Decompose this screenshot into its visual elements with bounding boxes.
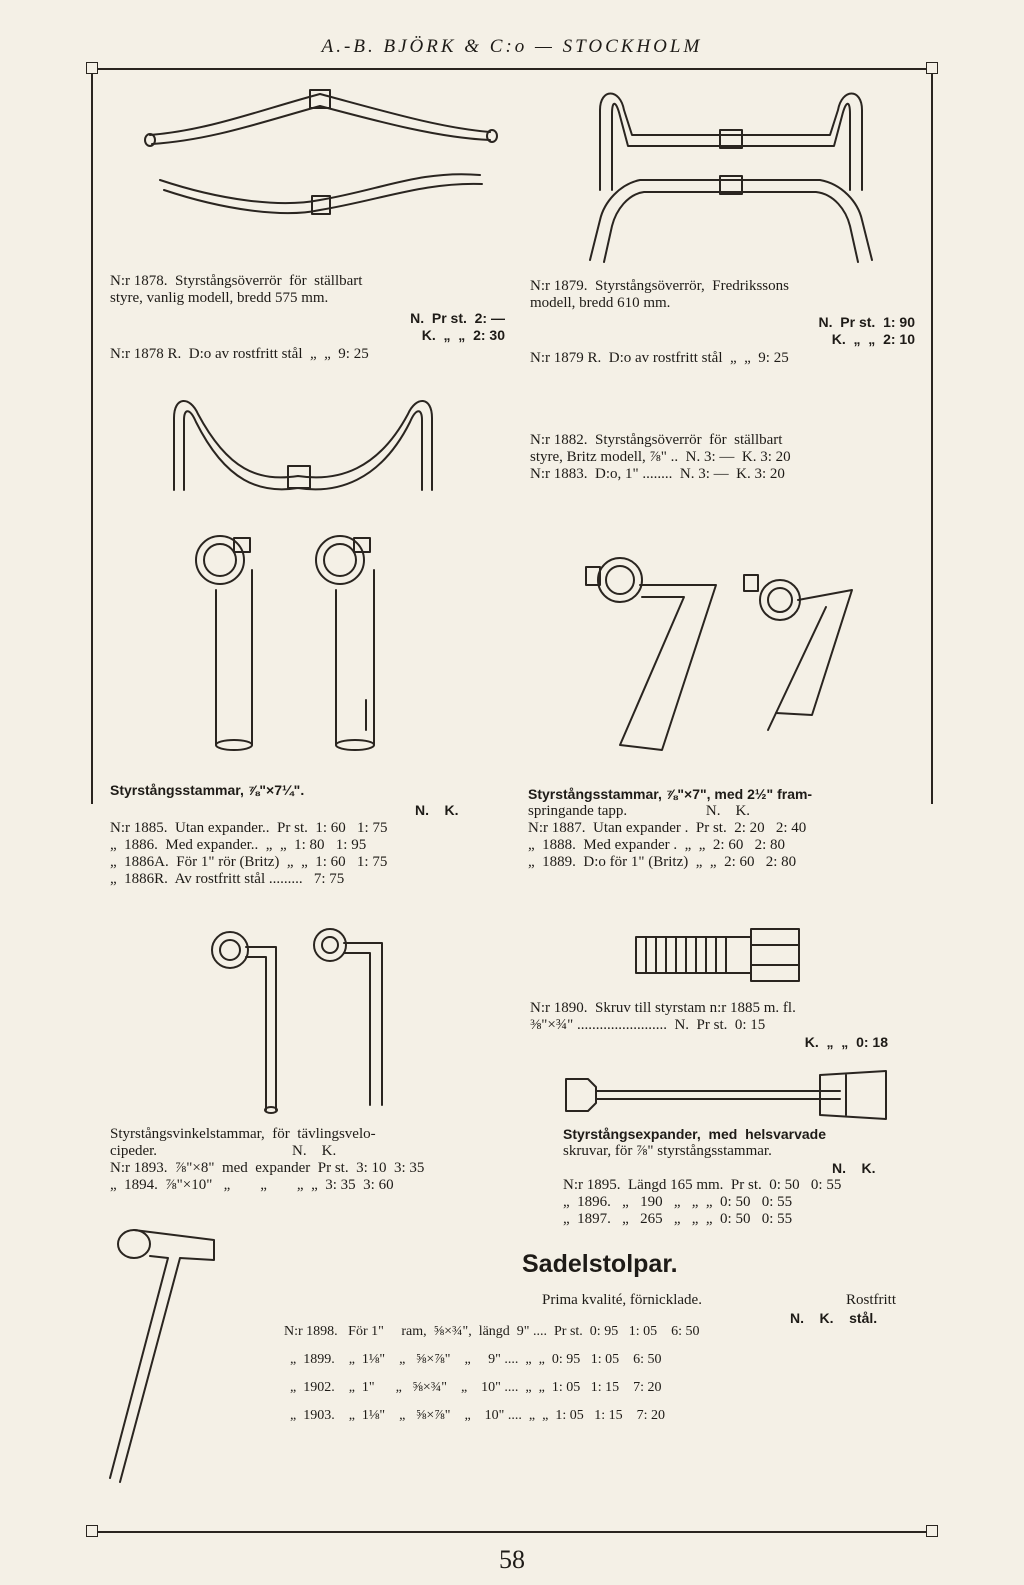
item-1878-price-n: N. Pr st. 2: — bbox=[410, 310, 505, 326]
item-1897-row: „ 1897. „ 265 „ „ „ 0: 50 0: 55 bbox=[563, 1211, 793, 1227]
item-1886r-row: „ 1886R. Av rostfritt stål ......... 7: 75 bbox=[110, 871, 345, 887]
item-1883-line: N:r 1883. D:o, 1" ........ N. 3: — K. 3: 20 bbox=[530, 466, 785, 482]
corner-ornament-tl bbox=[86, 62, 98, 74]
seat-post-illustration bbox=[110, 1220, 240, 1490]
item-1890-line2: ⅜"×¾" ........................ N. Pr st. 0: 15 bbox=[530, 1017, 766, 1033]
item-1885-col-headers: N. K. bbox=[415, 802, 459, 818]
sadelstolpar-rostfritt-header: Rostfritt bbox=[846, 1292, 897, 1308]
stem-1887-illustration bbox=[580, 545, 870, 755]
item-1878-price-k: K. „ „ 2: 30 bbox=[421, 327, 505, 343]
item-1879-line1: N:r 1879. Styrstångsöverrör, Fredrikssons bbox=[530, 278, 789, 294]
sadelstolpar-heading: Sadelstolpar. bbox=[522, 1250, 678, 1278]
corner-ornament-tr bbox=[926, 62, 938, 74]
item-1895-col-headers: N. K. bbox=[832, 1160, 876, 1176]
item-1879-price-k: K. „ „ 2: 10 bbox=[831, 331, 915, 347]
corner-ornament-bl bbox=[86, 1525, 98, 1537]
item-1886-row: „ 1886. Med expander.. „ „ 1: 80 1: 95 bbox=[110, 837, 367, 853]
item-1893-row: N:r 1893. ⅞"×8" med expander Pr st. 3: 10 3: 35 bbox=[110, 1160, 425, 1176]
stem-1885-illustration bbox=[190, 530, 400, 760]
item-1893-line2: cipeder. N. K. bbox=[110, 1143, 337, 1159]
item-1882-line2: styre, Britz modell, ⅞" .. N. 3: — K. 3: 20 bbox=[530, 449, 791, 465]
sadelstolpar-subtitle: Prima kvalité, förnicklade. bbox=[542, 1292, 702, 1308]
item-1894-row: „ 1894. ⅞"×10" „ „ „ „ 3: 35 3: 60 bbox=[110, 1177, 394, 1193]
item-1879-price-n: N. Pr st. 1: 90 bbox=[818, 314, 915, 330]
item-1878-line1: N:r 1878. Styrstångsöverrör för ställbart bbox=[110, 273, 363, 289]
item-1887-title: Styrstångsstammar, ⅞"×7", med 2½" fram- bbox=[528, 786, 813, 802]
item-1887-line2: springande tapp. N. K. bbox=[528, 803, 751, 819]
page-number: 58 bbox=[499, 1545, 525, 1574]
right-rule bbox=[931, 74, 933, 804]
item-1885-title: Styrstångsstammar, ⅞"×7¼". bbox=[110, 782, 305, 798]
item-1895-title: Styrstångsexpander, med helsvarvade bbox=[563, 1126, 827, 1142]
top-rule bbox=[92, 68, 932, 70]
item-1885-row: N:r 1885. Utan expander.. Pr st. 1: 60 1: 75 bbox=[110, 820, 388, 836]
angle-stem-1893-illustration bbox=[200, 925, 410, 1125]
sadelstolpar-row-1898: N:r 1898. För 1" ram, ⅝×¾", längd 9" .... Pr st. 0: 95 1: 05 6: 50 bbox=[284, 1324, 700, 1339]
item-1888-row: „ 1888. Med expander . „ „ 2: 60 2: 80 bbox=[528, 837, 786, 853]
expander-1895-illustration bbox=[560, 1065, 900, 1125]
item-1887-row: N:r 1887. Utan expander . Pr st. 2: 20 2: 40 bbox=[528, 820, 807, 836]
item-1893-title: Styrstångsvinkelstammar, för tävlingsvelo- bbox=[110, 1126, 376, 1142]
item-1879-line5: N:r 1879 R. D:o av rostfritt stål „ „ 9: 25 bbox=[530, 350, 789, 366]
sadelstolpar-row-1902: „ 1902. „ 1" „ ⅝×¾" „ 10" .... „ „ 1: 05 1: 15 7: 20 bbox=[290, 1380, 662, 1395]
item-1895-row: N:r 1895. Längd 165 mm. Pr st. 0: 50 0: 55 bbox=[563, 1177, 842, 1193]
left-rule bbox=[91, 74, 93, 804]
sadelstolpar-row-1899: „ 1899. „ 1⅛" „ ⅝×⅞" „ 9" .... „ „ 0: 95 1: 05 6: 50 bbox=[290, 1352, 662, 1367]
item-1879-line2: modell, bredd 610 mm. bbox=[530, 295, 671, 311]
handlebar-1878-illustration bbox=[140, 80, 510, 230]
item-1895-line2: skruvar, för ⅞" styrstångsstammar. bbox=[563, 1143, 772, 1159]
item-1886a-row: „ 1886A. För 1" rör (Britz) „ „ 1: 60 1: 75 bbox=[110, 854, 388, 870]
item-1882-line1: N:r 1882. Styrstångsöverrör för ställbart bbox=[530, 432, 783, 448]
item-1890-line1: N:r 1890. Skruv till styrstam n:r 1885 m. fl. bbox=[530, 1000, 796, 1016]
screw-1890-illustration bbox=[630, 925, 805, 990]
sadelstolpar-row-1903: „ 1903. „ 1⅛" „ ⅝×⅞" „ 10" .... „ „ 1: 05 1: 15 7: 20 bbox=[290, 1408, 665, 1423]
page-header: A.-B. BJÖRK & C:o — STOCKHOLM bbox=[321, 36, 703, 57]
handlebar-1879-illustration bbox=[580, 80, 900, 270]
item-1896-row: „ 1896. „ 190 „ „ „ 0: 50 0: 55 bbox=[563, 1194, 793, 1210]
item-1878-line2: styre, vanlig modell, bredd 575 mm. bbox=[110, 290, 329, 306]
sadelstolpar-col-headers: N. K. stål. bbox=[790, 1310, 878, 1326]
item-1889-row: „ 1889. D:o för 1" (Britz) „ „ 2: 60 2: 80 bbox=[528, 854, 797, 870]
item-1878-line5: N:r 1878 R. D:o av rostfritt stål „ „ 9: 25 bbox=[110, 346, 369, 362]
bottom-rule bbox=[92, 1531, 932, 1533]
corner-ornament-br bbox=[926, 1525, 938, 1537]
handlebar-1882-illustration bbox=[168, 390, 438, 500]
item-1890-price-k: K. „ „ 0: 18 bbox=[804, 1034, 888, 1050]
